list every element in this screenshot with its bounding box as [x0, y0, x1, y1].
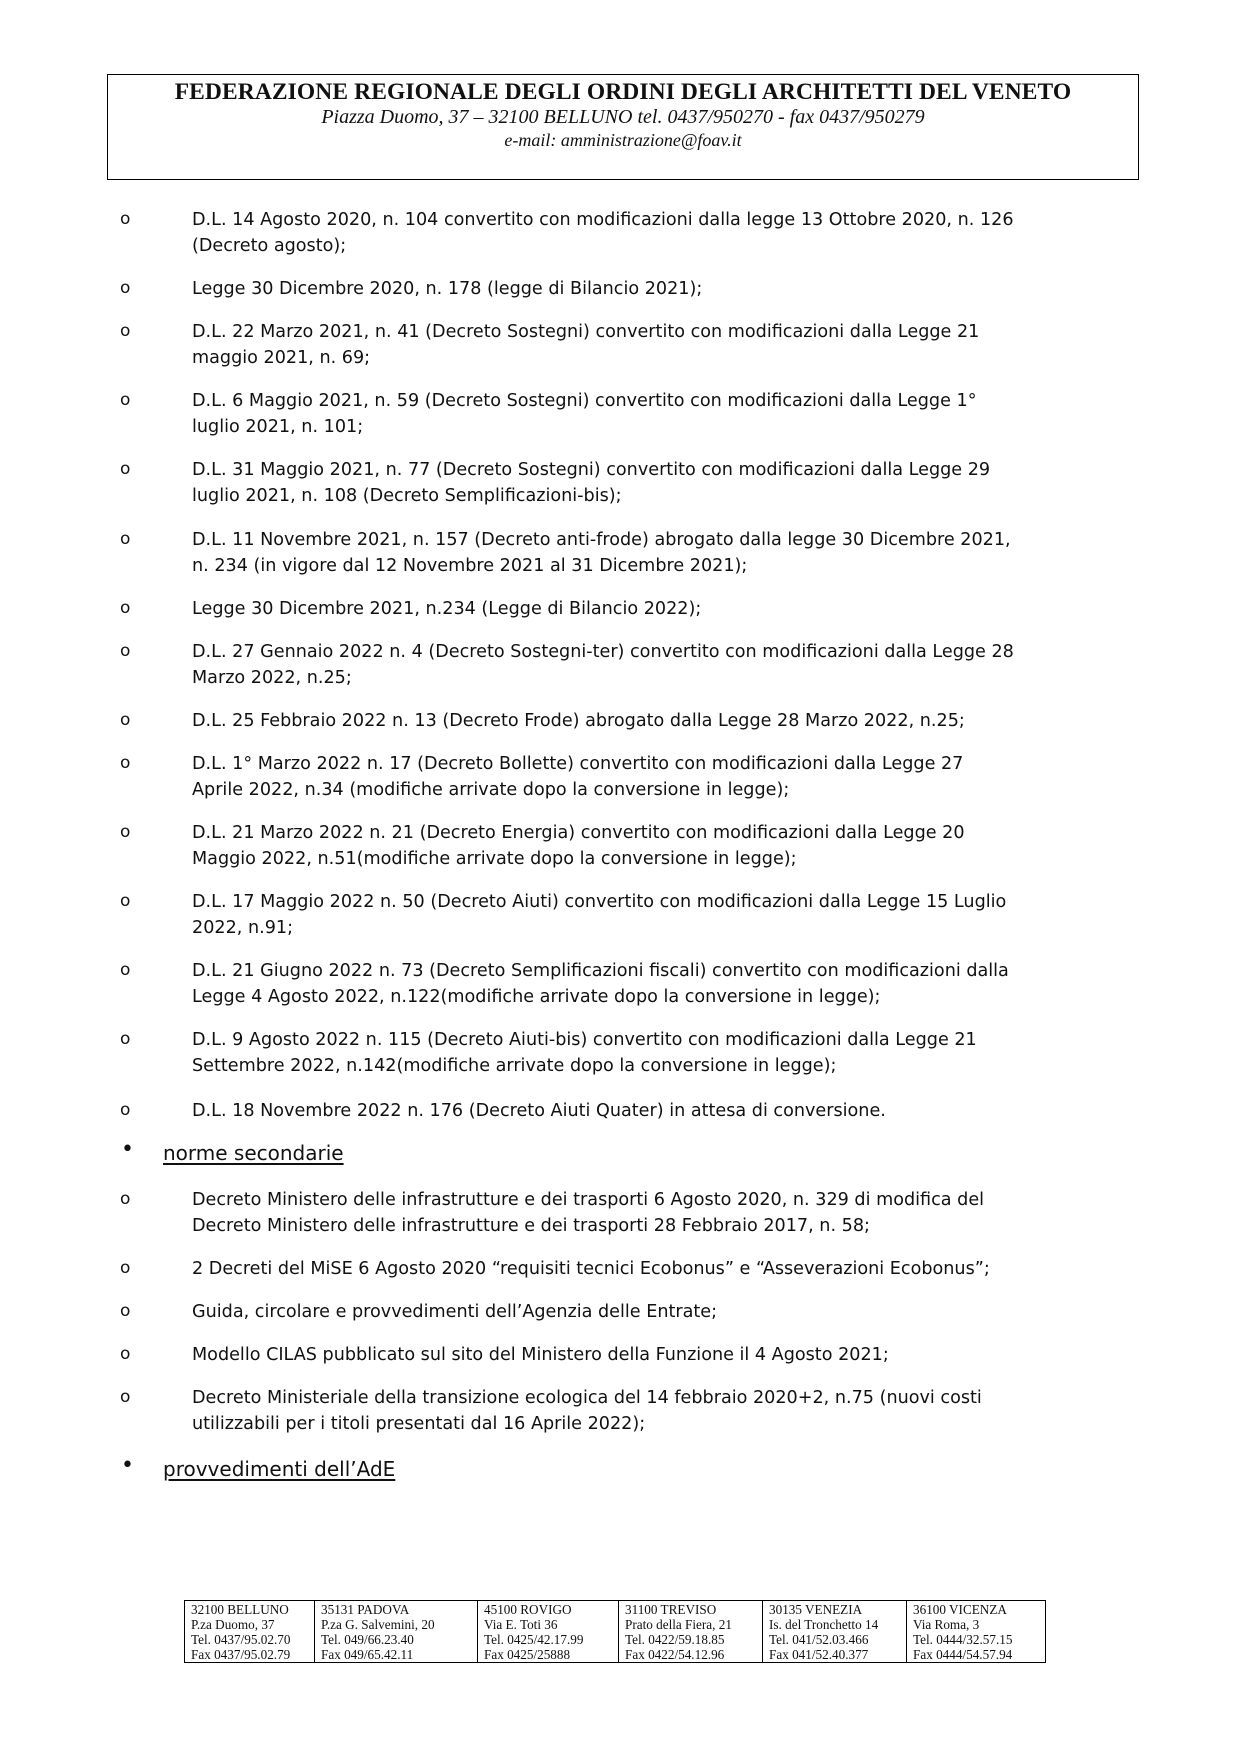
list-marker: o [120, 598, 131, 618]
list-item-text: D.L. 9 Agosto 2022 n. 115 (Decreto Aiuti-bis) convertito con modificazioni dalla Legge 21 Settembre 2022, n.142(modifiche arrivate dopo la conversione in legge); [192, 1030, 977, 1076]
list-marker: o [120, 321, 131, 341]
list-item-text: Decreto Ministeriale della transizione ecologica del 14 febbraio 2020+2, n.75 (nuovi costi utilizzabili per i titoli presentati dal 16 Aprile 2022); [192, 1388, 982, 1434]
list-marker: o [120, 278, 131, 298]
section-title: norme secondarie [163, 1141, 344, 1165]
list-marker: o [120, 1029, 131, 1049]
list-item-text: D.L. 21 Giugno 2022 n. 73 (Decreto Semplificazioni fiscali) convertito con modificazioni dalla Legge 4 Agosto 2022, n.122(modifiche arrivate dopo la conversione in legge); [192, 961, 1009, 1007]
organization-address: Piazza Duomo, 37 – 32100 BELLUNO tel. 0437/950270 - fax 0437/950279 [321, 106, 925, 128]
organization-name: FEDERAZIONE REGIONALE DEGLI ORDINI DEGLI ARCHITETTI DEL VENETO [174, 79, 1072, 105]
list-marker: o [120, 1100, 131, 1120]
list-marker: o [120, 1387, 131, 1407]
section-title: provvedimenti dell’AdE [163, 1457, 396, 1481]
list-marker: o [120, 1258, 131, 1278]
table-row [185, 1601, 1046, 1663]
office-belluno: 32100 BELLUNO P.za Duomo, 37 Tel. 0437/95.02.70 Fax 0437/95.02.79 [185, 1601, 315, 1663]
organization-email: e-mail: amministrazione@foav.it [504, 130, 742, 150]
list-marker: o [120, 710, 131, 730]
list-marker: o [120, 459, 131, 479]
list-item-text: D.L. 27 Gennaio 2022 n. 4 (Decreto Sostegni-ter) convertito con modificazioni dalla Legge 28 Marzo 2022, n.25; [192, 642, 1014, 688]
list-marker: o [120, 753, 131, 773]
letterhead [107, 74, 1139, 180]
list-marker: o [120, 390, 131, 410]
list-item-text: D.L. 6 Maggio 2021, n. 59 (Decreto Sostegni) convertito con modificazioni dalla Legge 1° luglio 2021, n. 101; [192, 391, 977, 437]
offices-footer-table [184, 1600, 1046, 1663]
office-rovigo: 45100 ROVIGO Via E. Toti 36 Tel. 0425/42.17.99 Fax 0425/25888 [478, 1601, 619, 1663]
list-item-text: D.L. 17 Maggio 2022 n. 50 (Decreto Aiuti) convertito con modificazioni dalla Legge 15 Luglio 2022, n.91; [192, 892, 1007, 938]
list-marker: o [120, 529, 131, 549]
list-item-text: D.L. 18 Novembre 2022 n. 176 (Decreto Aiuti Quater) in attesa di conversione. [192, 1101, 886, 1121]
list-item-text: D.L. 11 Novembre 2021, n. 157 (Decreto anti-frode) abrogato dalla legge 30 Dicembre 2021, n. 234 (in vigore dal 12 Novembre 2021 al 31 Dicembre 2021); [192, 530, 1011, 576]
list-marker: o [120, 1301, 131, 1321]
office-vicenza: 36100 VICENZA Via Roma, 3 Tel. 0444/32.57.15 Fax 0444/54.57.94 [907, 1601, 1046, 1663]
list-marker: o [120, 891, 131, 911]
list-marker: o [120, 1344, 131, 1364]
list-marker: o [120, 960, 131, 980]
list-marker: o [120, 822, 131, 842]
list-item-text: D.L. 1° Marzo 2022 n. 17 (Decreto Bollette) convertito con modificazioni dalla Legge 27 Aprile 2022, n.34 (modifiche arrivate dopo la conversione in legge); [192, 754, 964, 800]
list-item-text: D.L. 31 Maggio 2021, n. 77 (Decreto Sostegni) convertito con modificazioni dalla Legge 29 luglio 2021, n. 108 (Decreto Semplificazioni-bis); [192, 460, 991, 506]
list-item-text: D.L. 22 Marzo 2021, n. 41 (Decreto Sostegni) convertito con modificazioni dalla Legge 21 maggio 2021, n. 69; [192, 322, 980, 368]
list-item-text: Modello CILAS pubblicato sul sito del Ministero della Funzione il 4 Agosto 2021; [192, 1345, 889, 1365]
list-marker: o [120, 1189, 131, 1209]
bullet-marker: • [121, 1137, 134, 1162]
list-item-text: D.L. 25 Febbraio 2022 n. 13 (Decreto Frode) abrogato dalla Legge 28 Marzo 2022, n.25; [192, 711, 965, 731]
list-item-text: Guida, circolare e provvedimenti dell’Agenzia delle Entrate; [192, 1302, 718, 1322]
bullet-marker: • [121, 1453, 134, 1478]
office-padova: 35131 PADOVA P.za G. Salvemini, 20 Tel. 049/66.23.40 Fax 049/65.42.11 [315, 1601, 478, 1663]
list-item-text: 2 Decreti del MiSE 6 Agosto 2020 “requisiti tecnici Ecobonus” e “Asseverazioni Ecobonus”; [192, 1259, 990, 1279]
list-item-text: D.L. 14 Agosto 2020, n. 104 convertito con modificazioni dalla legge 13 Ottobre 2020, n. 126 (Decreto agosto); [192, 210, 1014, 256]
list-item-text: D.L. 21 Marzo 2022 n. 21 (Decreto Energia) convertito con modificazioni dalla Legge 20 Maggio 2022, n.51(modifiche arrivate dopo la conversione in legge); [192, 823, 965, 869]
office-venezia: 30135 VENEZIA Is. del Tronchetto 14 Tel. 041/52.03.466 Fax 041/52.40.377 [763, 1601, 907, 1663]
list-item-text: Decreto Ministero delle infrastrutture e dei trasporti 6 Agosto 2020, n. 329 di modifica del Decreto Ministero delle infrastrutture e dei trasporti 28 Febbraio 2017, n. 58; [192, 1190, 985, 1236]
list-item-text: Legge 30 Dicembre 2021, n.234 (Legge di Bilancio 2022); [192, 599, 702, 619]
list-item-text: Legge 30 Dicembre 2020, n. 178 (legge di Bilancio 2021); [192, 279, 703, 299]
office-treviso: 31100 TREVISO Prato della Fiera, 21 Tel. 0422/59.18.85 Fax 0422/54.12.96 [619, 1601, 763, 1663]
list-marker: o [120, 209, 131, 229]
list-marker: o [120, 641, 131, 661]
